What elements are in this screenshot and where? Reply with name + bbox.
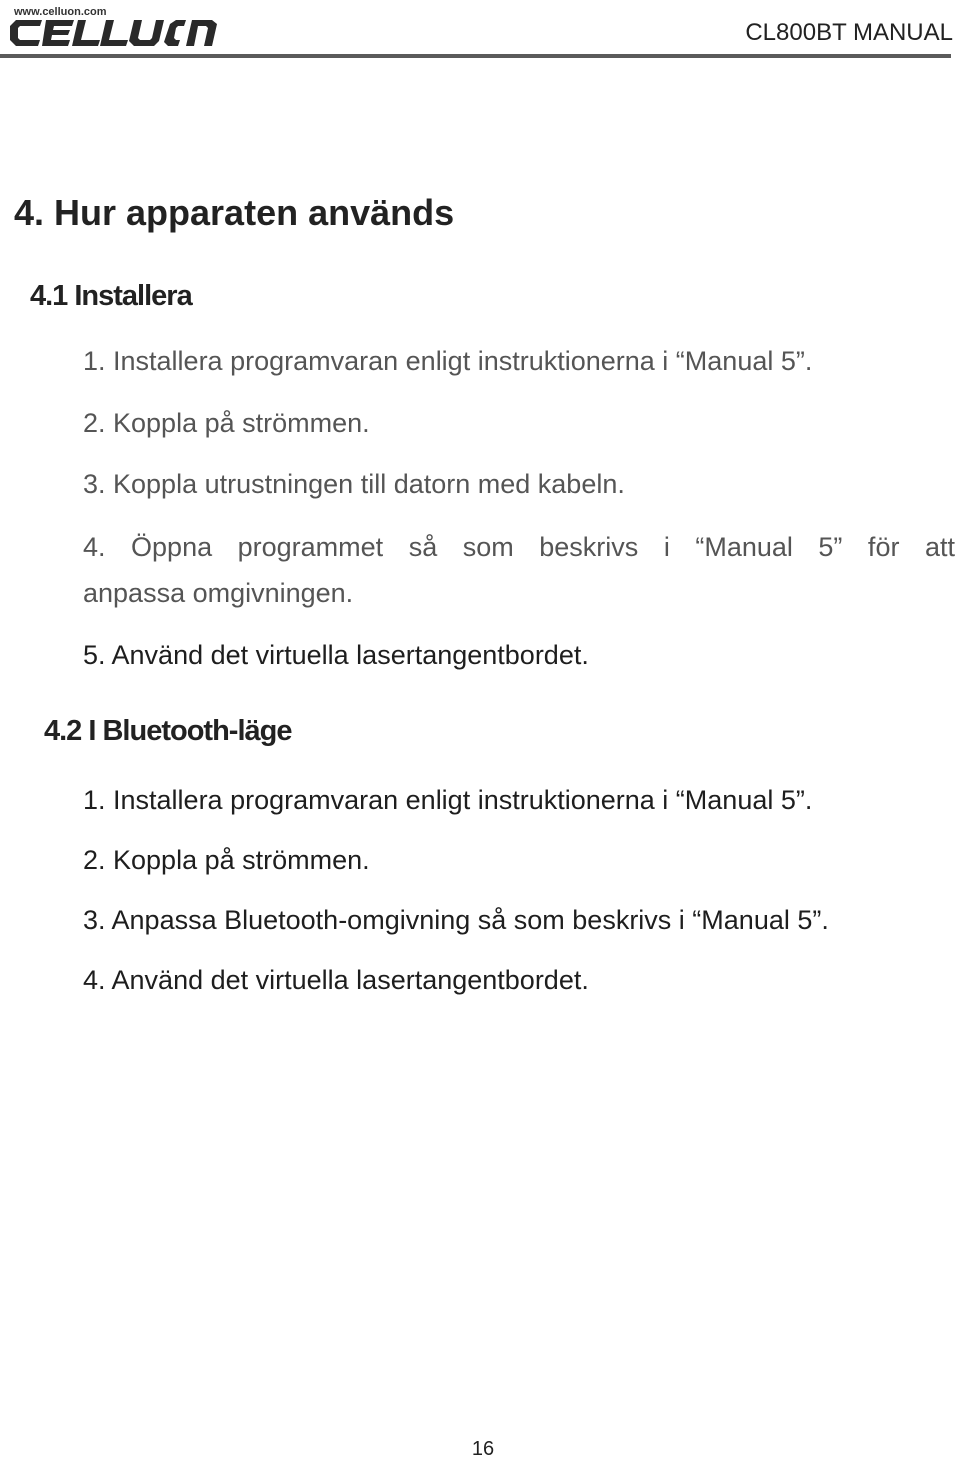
chapter-heading: 4. Hur apparaten används xyxy=(14,192,455,233)
install-step-3: 3. Koppla utrustningen till datorn med kabeln. xyxy=(83,469,625,499)
header-divider xyxy=(0,54,951,58)
section-heading-installera: 4.1 Installera xyxy=(30,280,192,312)
install-step-4 xyxy=(83,524,955,616)
install-step-4-line-1: 4. Öppna programmet så som beskrivs i “Manual 5” för att xyxy=(83,532,955,562)
page-header xyxy=(0,0,960,60)
install-step-2: 2. Koppla på strömmen. xyxy=(83,408,370,438)
bluetooth-step-3: 3. Anpassa Bluetooth-omgivning så som beskrivs i “Manual 5”. xyxy=(83,905,829,935)
install-step-5: 5. Använd det virtuella lasertangentbordet. xyxy=(83,640,589,670)
logo-url-text: www.celluon.com xyxy=(14,6,107,18)
bluetooth-step-4: 4. Använd det virtuella lasertangentbordet. xyxy=(83,965,589,995)
section-heading-bluetooth: 4.2 I Bluetooth-läge xyxy=(44,715,292,747)
install-step-4-line-2: anpassa omgivningen. xyxy=(83,578,354,608)
bluetooth-step-1: 1. Installera programvaran enligt instruktionerna i “Manual 5”. xyxy=(83,785,813,815)
bluetooth-step-2: 2. Koppla på strömmen. xyxy=(83,845,370,875)
manual-title: CL800BT MANUAL xyxy=(745,19,953,46)
celluon-wordmark-icon xyxy=(8,18,218,48)
celluon-logo xyxy=(8,6,218,50)
install-step-1: 1. Installera programvaran enligt instruktionerna i “Manual 5”. xyxy=(83,346,813,376)
page-number: 16 xyxy=(471,1438,495,1460)
